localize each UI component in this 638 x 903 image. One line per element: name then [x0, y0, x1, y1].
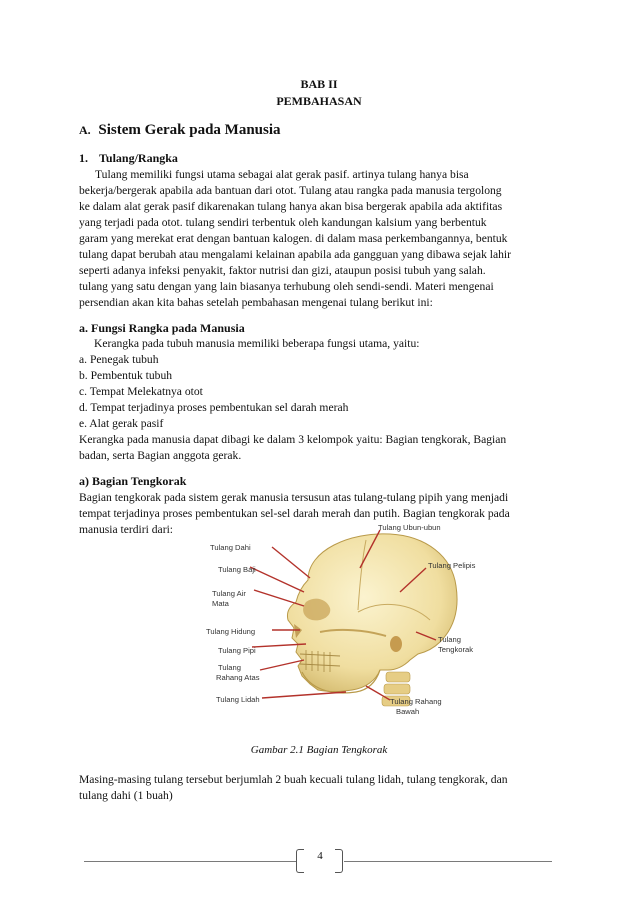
- paragraph-line: tulang yang satu dengan yang lain biasanya terhubung oleh sendi-sendi. Materi mengenai: [79, 280, 494, 293]
- section-title: Sistem Gerak pada Manusia: [98, 122, 281, 138]
- paragraph-line: Masing-masing tulang tersebut berjumlah 2 buah kecuali tulang lidah, tulang tengkorak, dan: [79, 773, 508, 786]
- paragraph-line: manusia terdiri dari:: [79, 523, 174, 536]
- list-item: b. Pembentuk tubuh: [79, 369, 173, 382]
- paragraph-line: tulang dahi (1 buah): [79, 789, 173, 802]
- label-tulang-air: Tulang Air: [212, 589, 246, 598]
- fungsi-intro: Kerangka pada tubuh manusia memiliki beberapa fungsi utama, yaitu:: [94, 337, 420, 350]
- subheading-number: 1.: [79, 151, 88, 165]
- skull-figure: [190, 520, 490, 720]
- list-item: d. Tempat terjadinya proses pembentukan sel darah merah: [79, 401, 349, 414]
- subheading-tulang: [79, 151, 178, 166]
- chapter-title: PEMBAHASAN: [276, 94, 362, 108]
- label-tulang-ubun-ubun: Tulang Ubun-ubun: [378, 523, 441, 532]
- label-tulang-tengkorak-1: Tulang: [438, 635, 461, 644]
- paragraph-line: seperti adanya infeksi penyakit, faktor nutrisi dan gizi, ataupun posisi tubuh yang salah.: [79, 264, 486, 277]
- page-number: 4: [317, 850, 323, 862]
- paragraph-line: Kerangka pada manusia dapat dibagi ke dalam 3 kelompok yaitu: Bagian tengkorak, Bagian: [79, 433, 507, 446]
- label-tulang-pelipis: Tulang Pelipis: [428, 561, 476, 570]
- paragraph-line: garam yang merekat erat dengan bantuan kalogen. di dalam masa perkembangannya, bentuk: [79, 232, 508, 245]
- paragraph-line: ke dalam alat gerak pasif dikarenakan tulang hanya akan bisa bergerak apabila ada aktifitas: [79, 200, 503, 213]
- label-tulang-rahang-atas-2: Rahang Atas: [216, 673, 260, 682]
- label-tulang-lidah: Tulang Lidah: [216, 695, 260, 704]
- label-tulang-dahi: Tulang Dahi: [210, 543, 251, 552]
- label-tulang-baji: Tulang Baji: [218, 565, 256, 574]
- label-tulang-rahang-bawah-1: Tulang Rahang: [390, 697, 442, 706]
- label-tulang-tengkorak-2: Tengkorak: [438, 645, 474, 654]
- footer-rule-right: [344, 861, 552, 862]
- section-heading: [79, 122, 281, 139]
- list-item: e. Alat gerak pasif: [79, 417, 164, 430]
- subheading-title: Tulang/Rangka: [99, 151, 178, 165]
- subheading-bagian-tengkorak: a) Bagian Tengkorak: [79, 474, 187, 488]
- label-mata: Mata: [212, 599, 229, 608]
- paragraph-line: badan, serta Bagian anggota gerak.: [79, 449, 242, 462]
- paragraph-line: yang terjadi pada otot. tulang sendiri terbentuk oleh kandungan kalsium yang berbentuk: [79, 216, 487, 229]
- label-tulang-pipi: Tulang Pipi: [218, 646, 256, 655]
- paragraph-line: persendian akan kita bahas setelah pembahasan mengenai tulang berikut ini:: [79, 296, 433, 309]
- footer-rule-left: [84, 861, 296, 862]
- paragraph-line: tempat terjadinya proses pembentukan sel-sel darah merah dan putih. Bagian tengkorak pada: [79, 507, 510, 520]
- ear-canal: [390, 636, 402, 652]
- label-tulang-rahang-bawah-2: Bawah: [396, 707, 420, 716]
- label-tulang-rahang-atas-1: Tulang: [218, 663, 241, 672]
- paragraph-line: Tulang memiliki fungsi utama sebagai alat gerak pasif. artinya tulang hanya bisa: [95, 168, 469, 181]
- paragraph-line: Bagian tengkorak pada sistem gerak manusia tersusun atas tulang-tulang pipih yang menjadi: [79, 491, 509, 504]
- subheading-fungsi-rangka: a. Fungsi Rangka pada Manusia: [79, 321, 245, 335]
- chapter-number: BAB II: [300, 77, 338, 91]
- paragraph-line: tulang dapat berubah atau mengalami kelainan apabila ada gangguan yang dibawa sejak lahir: [79, 248, 512, 261]
- list-item: c. Tempat Melekatnya otot: [79, 385, 203, 398]
- paragraph-line: bekerja/bergerak apabila ada bantuan dari otot. Tulang atau rangka pada manusia tergolong: [79, 184, 502, 197]
- label-tulang-hidung: Tulang Hidung: [206, 627, 256, 636]
- list-item: a. Penegak tubuh: [79, 353, 159, 366]
- figure-caption: Gambar 2.1 Bagian Tengkorak: [250, 744, 388, 756]
- section-letter: A.: [79, 123, 91, 137]
